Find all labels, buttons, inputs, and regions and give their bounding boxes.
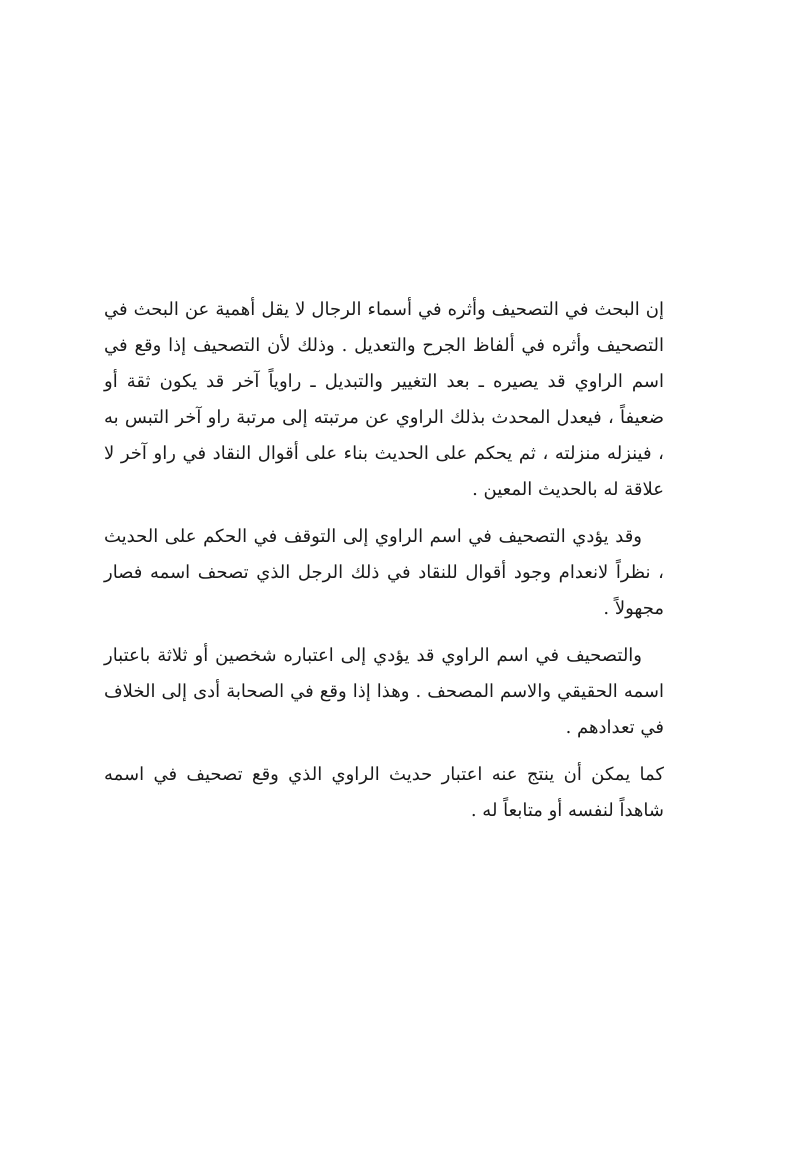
paragraph-2: وقد يؤدي التصحيف في اسم الراوي إلى التوقف في الحكم على الحديث ، نظراً لانعدام وجود أقوال للنقاد في ذلك الرجل الذي تصحف اسمه فصار مجهولاً . [104,526,664,619]
paragraph-4: كما يمكن أن ينتج عنه اعتبار حديث الراوي الذي وقع تصحيف في اسمه شاهداً لنفسه أو متابعاً له . [104,764,664,821]
body-text [104,292,664,840]
paragraph-1: إن البحث في التصحيف وأثره في أسماء الرجال لا يقل أهمية عن البحث في التصحيف وأثره في ألفاظ الجرح والتعديل . وذلك لأن التصحيف إذا وقع في اسم الراوي قد يصيره ـ بعد التغيير والتبديل ـ راوياً آخر قد يكون ثقة أو ضعيفاً ، فيعدل المحدث بذلك الراوي عن مرتبته إلى مرتبة راو آخر التبس به ، فينزله منزلته ، ثم يحكم على الحديث بناء على أقوال النقاد في راو آخر لا علاقة له بالحديث المعين . [104,299,664,500]
paragraph-3: والتصحيف في اسم الراوي قد يؤدي إلى اعتباره شخصين أو ثلاثة باعتبار اسمه الحقيقي والاسم المصحف . وهذا إذا وقع في الصحابة أدى إلى الخلاف في تعدادهم . [104,645,664,738]
